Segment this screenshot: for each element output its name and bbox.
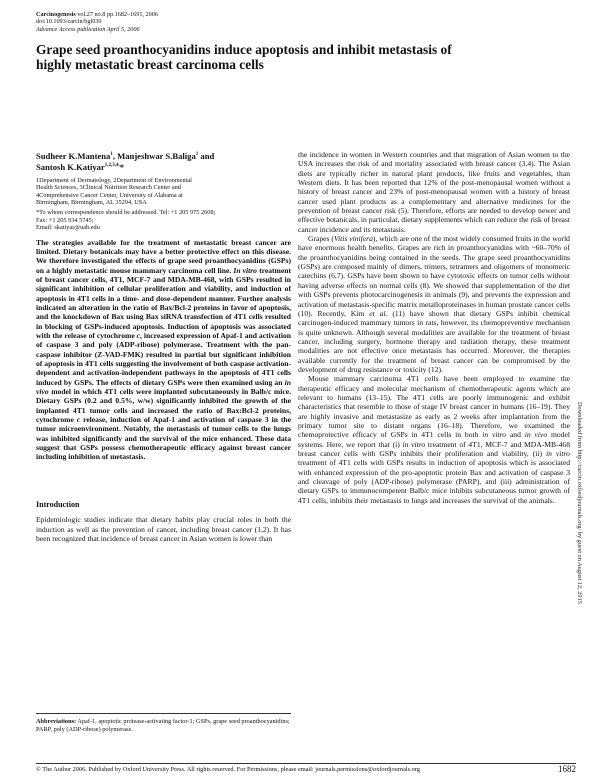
journal-header [36, 11, 158, 33]
abstract-italic: c [76, 415, 81, 425]
abstract-italic: c [136, 331, 141, 340]
body-italic: in vitro [482, 430, 507, 440]
body-italic: et al. [369, 308, 388, 318]
body-paragraph [298, 234, 570, 374]
abstract-text: , increased expression of Apaf-1 and activation of caspase 3 and poly (ADP-ribose) polymerase. Treatment with the pan-caspase inhibitor (Z-VAD-FMK) resulted in partial but significant inhibition of apoptosis in 4T1 cells suggesting the involvement of both caspase activation-dependent and activation-independent pathways in the apoptosis of 4T1 cells induced by GSPs. The effects of dietary GSPs were then examined using an [36, 331, 291, 387]
right-column [298, 150, 570, 505]
body-text: (11) have shown that dietary GSPs inhibit chemical carcinogen-induced mammary tumors in rats, however, its chemopreventive mechanism is quite unknown. Although several modalities are available for the treatment of breast cancer, including surgery, hormone therapy and radiation therapy, these treatment modalities are not effective once metastasis has occurred. Moreover, the therapies available currently for the treatment of breast cancer can be compromised by the development of drug resistance or toxicity (12). [298, 308, 571, 374]
abstract [36, 238, 291, 462]
correspondence [36, 209, 291, 231]
body-paragraph: the incidence in women in Western countries and that migration of Asian women to the USA increases the risk of and mortality associated with breast cancer (3,4). The Asian diets are typically richer in natural plant products, like fruits and vegetables, than Western diets. It has been reported that 12% of the post-menopausal women without a history of breast cancer and 23% of post-menopausal women with a history of breast cancer used plant products as a complementary and alternative medicines for the prevention of breast cancer risk (5). Therefore, efforts are needed to develop newer and effective botanicals, in particular, dietary supplements which can reduce the risk of breast cancer incidence and its metastasis. [298, 150, 570, 234]
author-2-sup: 1 [195, 152, 199, 157]
introduction-heading: Introduction [36, 499, 80, 509]
download-notice[interactable]: Downloaded from http://carcin.oxfordjournals.org/ by guest on August 12, 2015 [576, 402, 583, 604]
left-column [36, 150, 291, 543]
advance-access: Advance Access publication April 5, 2006 [36, 25, 140, 33]
author-1: Sudheer K.Mantena [36, 150, 111, 161]
abstract-text: model in which 4T1 cells were implanted subcutaneously in Balb/c mice. Dietary GSPs (0.2 and 0.5%, w/w) significantly inhibited the growth of the implanted 4T1 tumor cells and increased the ratio of Bax:Bcl-2 proteins, cytochrome [36, 387, 291, 425]
affiliation-line: 1Department of Dermatology, 2Department of Environmental [36, 176, 192, 184]
body-text: Grapes ( [308, 234, 334, 244]
body-text: ), which are one of the most widely consumed fruits in the world have enormous health benefits. Grapes are rich in proanthocyanidins with ~60–70% of the proanthocyanidins being contained in the seeds. The grape seed proanthocyanidins (GSPs) are composed mainly of dimers, trimers, tetramers and oligomers of monomeric catechins (6,7). GSPs have been shown to have cytotoxic effects on tumor cells without having adverse effects on normal cells (8). We showed that supplementation of the diet with GSPs prevents photocarcinogenesis in animals (9), and prevents the expression and activation of metastasis-specific matrix metalloproteinases in human prostate cancer cells (10). Recently, Kim [298, 234, 570, 318]
body-italic: Vitis vinifera [333, 234, 373, 244]
author-and: and [198, 150, 215, 161]
correspondence-line: Fax: +1 205 934 5745; [36, 216, 94, 224]
body-paragraph [298, 374, 570, 505]
author-3: Santosh K.Katiyar [36, 162, 105, 173]
abstract-text: release, induction of Apaf-1 and activation of caspase 3 in the tumor microenvironment. Notably, the metastasis of tumor cells to the lungs was inhibited significantly and the survival of the mice enhanced. These data suggest that GSPs possess chemotherapeutic efficacy against breast cancer including inhibition of metastasis. [36, 415, 291, 462]
abbreviations-label: Abbreviations: [36, 718, 77, 725]
abstract-text: The strategies available for the treatment of metastatic breast cancer are limited. Dietary botanicals may have a better protective effect on this disease. We therefore investigated the effects of grape seed proanthocyanidins (GSPs) on a highly metastatic mouse mammary carcinoma cell line. [36, 237, 291, 275]
body-italic: in vivo [524, 430, 548, 440]
affiliation-line: Health Sciences, 3Clinical Nutrition Research Center and [36, 184, 181, 192]
abbreviations-footnote [36, 713, 291, 733]
title-line-2: highly metastatic breast carcinoma cells [36, 57, 264, 72]
correspondence-email[interactable]: Email: skatiyar@uab.edu [36, 224, 100, 232]
author-separator: , [112, 150, 118, 161]
corresponding-star: * [119, 162, 125, 173]
article-title [36, 42, 556, 72]
page-number: 1682 [558, 764, 576, 774]
introduction-paragraph: Epidemiologic studies indicate that dietary habits play crucial roles in both the induction as well as the prevention of cancer, including breast cancer (1,2). It has been recognized that incidence of breast cancer in Asian women is lower than [36, 515, 291, 543]
body-text: treatment of 4T1, MCF-7 and MDA-MB-468 breast cancer cells with GSPs inhibits their proliferation and viability, (ii) [298, 439, 571, 458]
abstract-italic: In vitro [233, 265, 257, 275]
abbreviations-text: Apaf-1, apoptotic protease-activating factor-1; GSPs, grape seed proanthocyanidins; PARP, poly (ADP-ribose) polymerase. [36, 718, 290, 733]
journal-name: Carcinogenesis [36, 11, 76, 18]
copyright-notice: © The Author 2006. Published by Oxford University Press. All rights reserved. For Permissions, please email: journals.permissions@oxfordjournals.org [36, 766, 420, 773]
title-line-1: Grape seed proanthocyanidins induce apoptosis and inhibit metastasis of [36, 42, 452, 57]
author-2: Manjeshwar S.Baliga [117, 150, 196, 161]
body-text: model systems. Here, we report that (i) [298, 430, 570, 449]
body-text: treatment of 4T1 cells with GSPs results in induction of apoptosis which is associated with enhanced expression of the pro-apoptotic protein Bax and activation of caspase 3 and cleavage of poly (ADP-ribose) polymerase (PARP), and (iii) administration of dietary GSPs to immunocompetent Balb/c mice inhibits subcutaneous tumor growth of 4T1 cells, inhibits their metastasis to lungs and increases the survival of the animals. [298, 458, 570, 505]
affiliation-line: Birmingham, Birmingham, AL 35294, USA [36, 198, 147, 206]
body-text: Mouse mammary carcinoma 4T1 cells have been employed to examine the therapeutic efficacy and molecular mechanism of chemotherapeutic agents which are relevant to humans (13–15). The 4T1 cells are poorly immunogenic and exhibit characteristics that resemble to those of stage IV breast cancer in humans (16–19). They are highly invasive and metastasize as early as 2 weeks after implantation from the primary tumor site to distant organs (16–18). Therefore, we examined the chemoprotective efficacy of GSPs in 4T1 cells in both [298, 374, 570, 440]
author-list [36, 150, 291, 173]
abstract-italic: in vivo [36, 377, 291, 397]
correspondence-line: *To whom correspondence should be addressed. Tel: +1 205 975 2608; [36, 209, 216, 217]
body-italic: in vitro [546, 449, 570, 458]
author-1-sup: 1 [110, 152, 113, 157]
body-text: and [506, 430, 525, 440]
author-3-sup: 1,2,3,4, [104, 163, 120, 169]
journal-citation: vol.27 no.8 pp.1682–1691, 2006 [75, 11, 158, 18]
affiliation-line: 4Comprehensive Cancer Center, University of Alabama at [36, 191, 183, 199]
body-italic: in vitro [402, 439, 426, 449]
affiliations [36, 177, 291, 207]
doi[interactable]: doi:10.1093/carcin/bgl030 [36, 18, 102, 26]
abstract-text: treatment of breast cancer cells, 4T1, MCF-7 and MDA-MB-468, with GSPs resulted in significant inhibition of cellular proliferation and viability, and induction of apoptosis in 4T1 cells in a time- and dose-dependent manner. Further analysis indicated an alteration in the ratio of Bax/Bcl-2 proteins in favor of apoptosis, and the knockdown of Bax using Bax siRNA transfection of 4T1 cells resulted in blocking of GSPs-induced apoptosis. Induction of apoptosis was associated with the release of cytochrome [36, 265, 291, 340]
page-footer [36, 763, 576, 774]
